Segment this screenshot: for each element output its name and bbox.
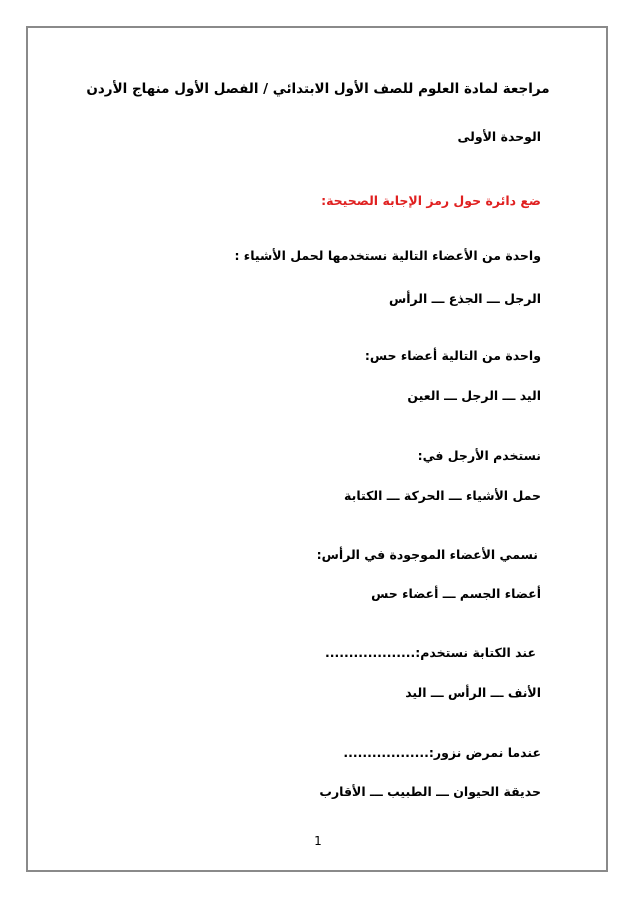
- question-6: عندما نمرض نزور:..................: [343, 745, 541, 760]
- options-2: اليد ـــ الرجل ـــ العين: [407, 388, 541, 403]
- question-2: واحدة من التالية أعضاء حس:: [364, 348, 541, 363]
- question-1: واحدة من الأعضاء التالية نستخدمها لحمل الأشياء :: [234, 248, 541, 263]
- question-4: نسمي الأعضاء الموجودة في الرأس:: [316, 547, 538, 562]
- options-4: أعضاء الجسم ـــ أعضاء حس: [371, 586, 541, 601]
- unit-heading: الوحدة الأولى: [457, 129, 541, 144]
- options-6: حديقة الحيوان ـــ الطبيب ـــ الأقارب: [319, 784, 541, 799]
- instruction-text: ضع دائرة حول رمز الإجابة الصحيحة:: [321, 193, 541, 208]
- options-5: الأنف ـــ الرأس ـــ اليد: [405, 685, 541, 700]
- options-3: حمل الأشياء ـــ الحركة ـــ الكتابة: [344, 488, 541, 503]
- options-1: الرجل ـــ الجذع ـــ الرأس: [389, 291, 541, 306]
- document-title: مراجعة لمادة العلوم للصف الأول الابتدائي / الفصل الأول منهاج الأردن: [86, 81, 550, 97]
- page-number: 1: [314, 834, 322, 848]
- question-3: نستخدم الأرجل في:: [417, 448, 541, 463]
- question-5: عند الكتابة نستخدم:...................: [324, 645, 536, 660]
